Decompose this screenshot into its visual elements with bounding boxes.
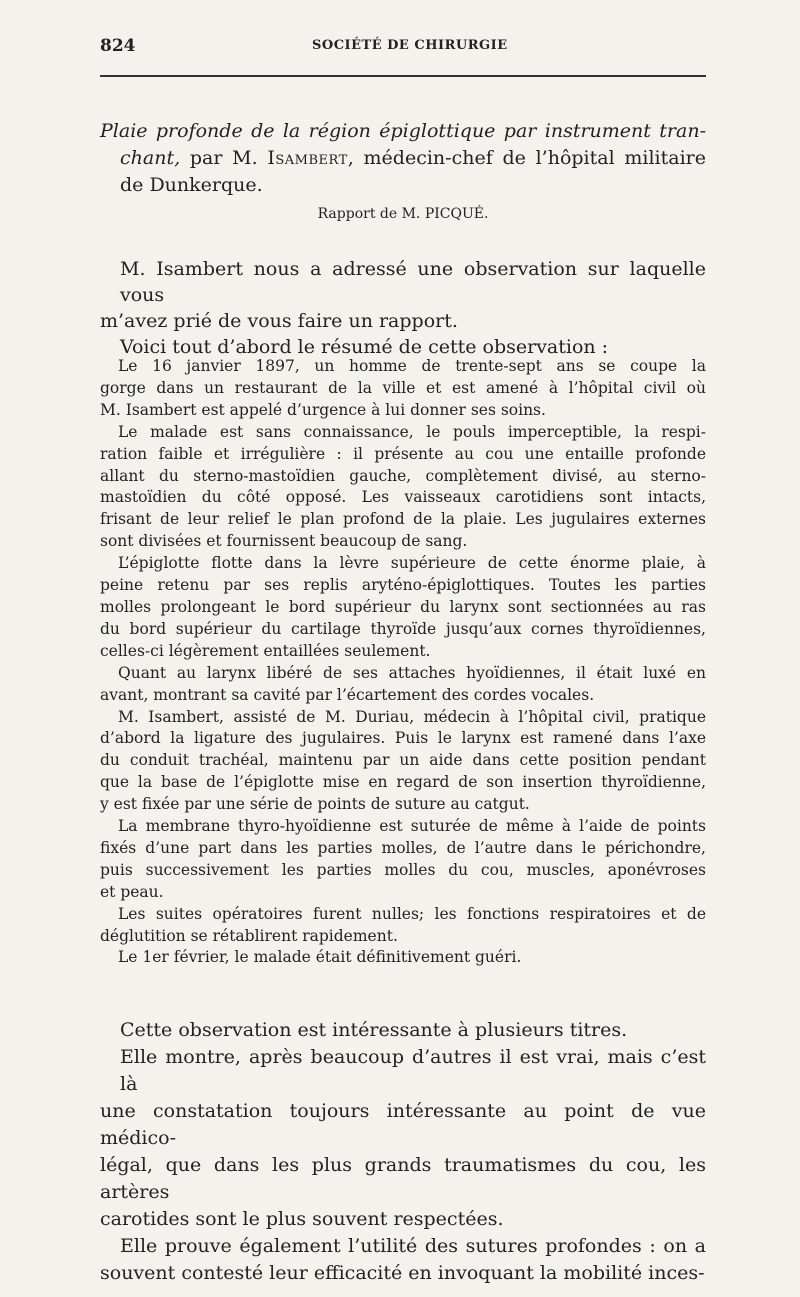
obs-line: molles prolongeant le bord supérieur du larynx sont sectionnées au ras (100, 597, 706, 616)
obs-line: Le malade est sans connaissance, le pouls imperceptible, la respi- (118, 422, 706, 441)
title-by: par M. (180, 147, 268, 169)
closing-line: Elle montre, après beaucoup d’autres il est vrai, mais c’est là (120, 1046, 706, 1095)
obs-line: celles-ci légèrement entaillées seulement. (100, 641, 431, 660)
closing-line: Elle prouve également l’utilité des sutures profondes : on a (120, 1235, 706, 1257)
obs-line: Quant au larynx libéré de ses attaches hyoïdiennes, il était luxé en (118, 663, 706, 682)
obs-line: ration faible et irrégulière : il présente au cou une entaille profonde (100, 444, 706, 463)
obs-line: du bord supérieur du cartilage thyroïde jusqu’aux cornes thyroïdiennes, (100, 619, 706, 638)
intro-line-1: M. Isambert nous a adressé une observation sur laquelle vous (120, 258, 706, 306)
obs-line: fixés d’une part dans les parties molles, de l’autre dans le périchondre, (100, 838, 706, 857)
obs-line: avant, montrant sa cavité par l’écartement des cordes vocales. (100, 685, 595, 704)
obs-line: mastoïdien du côté opposé. Les vaisseaux carotidiens sont intacts, (100, 488, 706, 507)
intro-paragraph (100, 256, 706, 360)
obs-paragraph (100, 663, 706, 707)
obs-line: frisant de leur relief le plan profond de la plaie. Les jugulaires externes (100, 510, 706, 529)
obs-line: gorge dans un restaurant de la ville et est amené à l’hôpital civil où (100, 378, 706, 397)
page-number: 824 (100, 36, 136, 56)
obs-line: Le 16 janvier 1897, un homme de trente-sept ans se coupe la (118, 357, 706, 375)
page-header (100, 36, 706, 60)
title-author: Isambert (267, 147, 348, 169)
obs-paragraph (100, 707, 706, 817)
obs-line: puis successivement les parties molles du cou, muscles, aponévroses (100, 860, 706, 879)
obs-line: que la base de l’épiglotte mise en regard de son insertion thyroïdienne, (100, 773, 706, 792)
obs-line: du conduit trachéal, maintenu par un aide dans cette position pendant (100, 751, 706, 770)
closing-line: Cette observation est intéressante à plusieurs titres. (120, 1019, 628, 1041)
obs-paragraph (100, 904, 706, 948)
obs-line: et peau. (100, 882, 164, 901)
title-line-2 (100, 145, 706, 172)
obs-paragraph (100, 422, 706, 553)
obs-paragraph (100, 553, 706, 663)
observation-summary (100, 356, 706, 969)
closing-paragraph (100, 1044, 706, 1233)
closing-line: légal, que dans les plus grands traumatismes du cou, les artères (100, 1154, 706, 1203)
title-affiliation: , médecin-chef de l’hôpital militaire (347, 147, 706, 169)
closing-line: une constatation toujours intéressante au point de vue médico- (100, 1100, 706, 1149)
obs-line: déglutition se rétablirent rapidement. (100, 926, 398, 945)
obs-paragraph (100, 947, 706, 969)
title-line-3: de Dunkerque. (120, 174, 263, 196)
rapport-heading: Rapport de M. PICQUÉ. (317, 206, 489, 222)
intro-line-2: m’avez prié de vous faire un rapport. (100, 310, 458, 332)
obs-line: sont divisées et fournissent beaucoup de sang. (100, 532, 468, 551)
header-rule (100, 75, 706, 77)
obs-line: y est fixée par une série de points de suture au catgut. (100, 795, 530, 814)
obs-line: d’abord la ligature des jugulaires. Puis le larynx est ramené dans l’axe (100, 729, 706, 748)
closing-paragraph (100, 1017, 706, 1044)
obs-line: peine retenu par ses replis aryténo-épiglottiques. Toutes les parties (100, 576, 706, 595)
obs-line: M. Isambert, assisté de M. Duriau, médecin à l’hôpital civil, pratique (118, 707, 706, 726)
obs-line: L’épiglotte flotte dans la lèvre supérieure de cette énorme plaie, à (118, 554, 706, 573)
running-title: SOCIÉTÉ DE CHIRURGIE (312, 38, 508, 53)
obs-line: Le 1er février, le malade était définitivement guéri. (118, 948, 522, 967)
obs-paragraph (100, 816, 706, 904)
title-line-1: Plaie profonde de la région épiglottique par instrument tran- (100, 120, 706, 142)
obs-line: Les suites opératoires furent nulles; les fonctions respiratoires et de (118, 904, 706, 923)
obs-line: M. Isambert est appelé d’urgence à lui donner ses soins. (100, 400, 546, 419)
closing-paragraph (100, 1233, 706, 1287)
closing-line: carotides sont le plus souvent respectées. (100, 1208, 504, 1230)
obs-line: allant du sterno-mastoïdien gauche, complètement divisé, au sterno- (100, 466, 706, 485)
obs-line: La membrane thyro-hyoïdienne est suturée de même à l’aide de points (118, 817, 706, 836)
closing-text (100, 1017, 706, 1287)
obs-paragraph (100, 356, 706, 422)
article-title (100, 118, 706, 199)
intro-line-3: Voici tout d’abord le résumé de cette observation : (120, 336, 609, 358)
closing-line: souvent contesté leur efficacité en invoquant la mobilité inces- (100, 1262, 705, 1284)
title-italic-end: chant, (120, 147, 181, 169)
